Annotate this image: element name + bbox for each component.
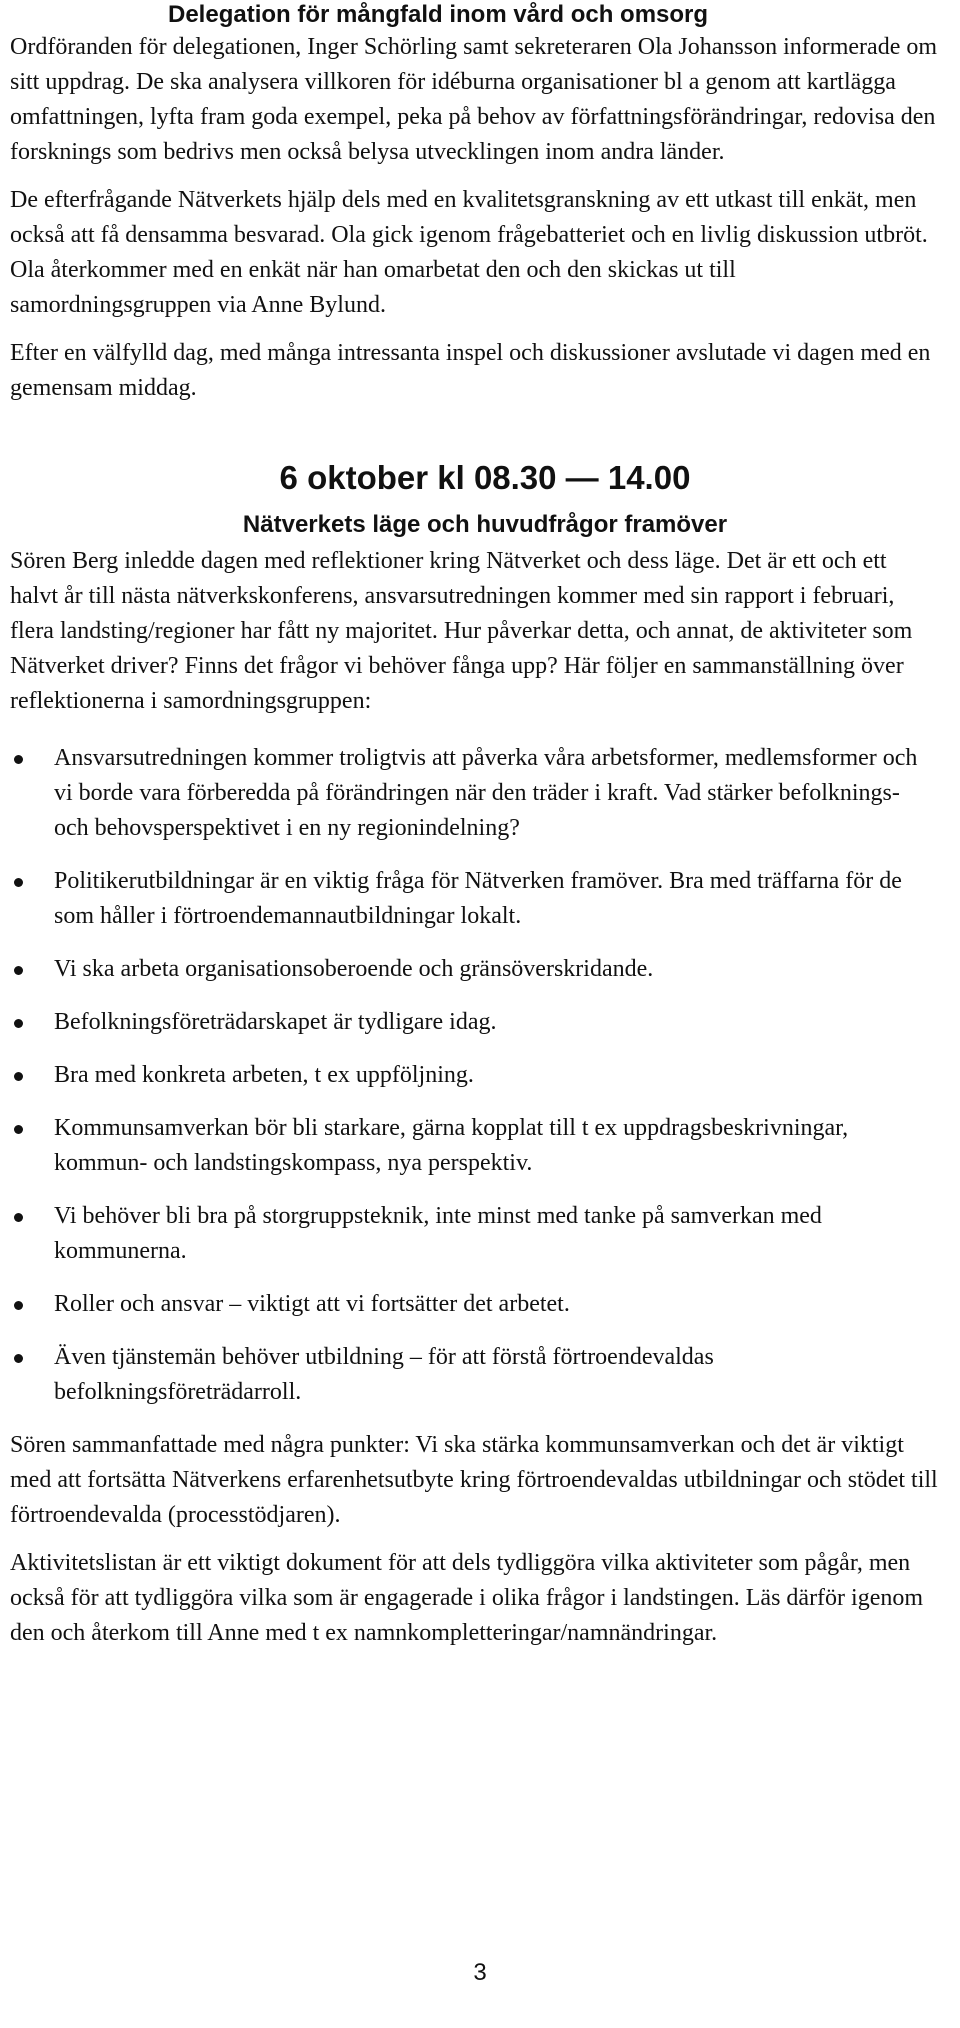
list-item	[10, 1199, 940, 1269]
date-heading: 6 oktober kl 08.30 — 14.00	[279, 459, 691, 496]
bullet-icon	[14, 966, 23, 975]
bullet-icon	[14, 1019, 23, 1028]
list-item-text: Roller och ansvar – viktigt att vi fortsätter det arbetet.	[54, 1291, 570, 1317]
list-item-text: Befolkningsföreträdarskapet är tydligare idag.	[54, 1009, 497, 1035]
list-item-text: Politikerutbildningar är en viktig fråga för Nätverken framöver. Bra med träffarna för de som håller i förtroendemannautbildningar lokalt.	[54, 868, 902, 929]
paragraph: Efter en välfylld dag, med många intressanta inspel och diskussioner avslutade vi dagen med en gemensam middag.	[10, 340, 931, 401]
list-item	[10, 1287, 940, 1322]
section-heading-delegation: Delegation för mångfald inom vård och omsorg	[168, 1, 709, 28]
paragraph: Aktivitetslistan är ett viktigt dokument för att dels tydliggöra vilka aktiviteter som pågår, men också för att tydliggöra vilka som är engagerade i olika frågor i landstingen. Läs därför igenom den och återkom till Anne med t ex namnkompletteringar/namnändringar.	[10, 1550, 924, 1646]
bullet-icon	[14, 1301, 23, 1310]
page-content	[10, 0, 940, 1651]
bullet-icon	[14, 1213, 23, 1222]
list-item-text: Vi behöver bli bra på storgruppsteknik, inte minst med tanke på samverkan med kommunerna.	[54, 1203, 822, 1264]
bullet-list	[10, 741, 940, 1410]
list-item-text: Kommunsamverkan bör bli starkare, gärna kopplat till t ex uppdragsbeskrivningar, kommun- och landstingskompass, nya perspektiv.	[54, 1115, 849, 1176]
list-item	[10, 1058, 940, 1093]
list-item-text: Ansvarsutredningen kommer troligtvis att påverka våra arbetsformer, medlemsformer och vi borde vara förberedda på förändringen när den träder i kraft. Vad stärker befolknings- och behovsperspektivet i en ny regionindelning?	[54, 745, 918, 841]
list-item	[10, 1005, 940, 1040]
list-item	[10, 1340, 940, 1410]
list-item-text: Bra med konkreta arbeten, t ex uppföljning.	[54, 1062, 474, 1088]
list-item	[10, 952, 940, 987]
paragraph: Ordföranden för delegationen, Inger Schörling samt sekreteraren Ola Johansson informerade om sitt uppdrag. De ska analysera villkoren för idéburna organisationer bl a genom att kartlägga omfattningen, lyfta fram goda exempel, peka på behov av författningsförändringar, redovisa den forsknings som bedrivs men också belysa utvecklingen inom andra länder.	[10, 34, 938, 165]
paragraph: Sören Berg inledde dagen med reflektioner kring Nätverket och dess läge. Det är ett och ett halvt år till nästa nätverkskonferens, ansvarsutredningen kommer med sin rapport i februari, flera landsting/regioner har fått ny majoritet. Hur påverkar detta, och annat, de aktiviteter som Nätverket driver? Finns det frågor vi behöver fånga upp? Här följer en sammanställning över reflektionerna i samordningsgruppen:	[10, 548, 913, 714]
list-item-text: Även tjänstemän behöver utbildning – för att förstå förtroendevaldas befolkningsföreträdarroll.	[54, 1344, 714, 1405]
list-item	[10, 741, 940, 846]
bullet-icon	[14, 1125, 23, 1134]
bullet-icon	[14, 1354, 23, 1363]
list-item	[10, 864, 940, 934]
list-item	[10, 1111, 940, 1181]
bullet-icon	[14, 1072, 23, 1081]
bullet-icon	[14, 878, 23, 887]
paragraph: De efterfrågande Nätverkets hjälp dels med en kvalitetsgranskning av ett utkast till enkät, men också att få densamma besvarad. Ola gick igenom frågebatteriet och en livlig diskussion utbröt. Ola återkommer med en enkät när han omarbetat den och den skickas ut till samordningsgruppen via Anne Bylund.	[10, 187, 928, 318]
paragraph: Sören sammanfattade med några punkter: Vi ska stärka kommunsamverkan och det är viktigt med att fortsätta Nätverkens erfarenhetsutbyte kring förtroendevaldas utbildningar och stödet till förtroendevalda (processtödjaren).	[10, 1432, 938, 1528]
list-item-text: Vi ska arbeta organisationsoberoende och gränsöverskridande.	[54, 956, 654, 982]
page-number: 3	[473, 1959, 487, 1986]
bullet-icon	[14, 755, 23, 764]
sub-heading: Nätverkets läge och huvudfrågor framöver	[242, 511, 728, 538]
